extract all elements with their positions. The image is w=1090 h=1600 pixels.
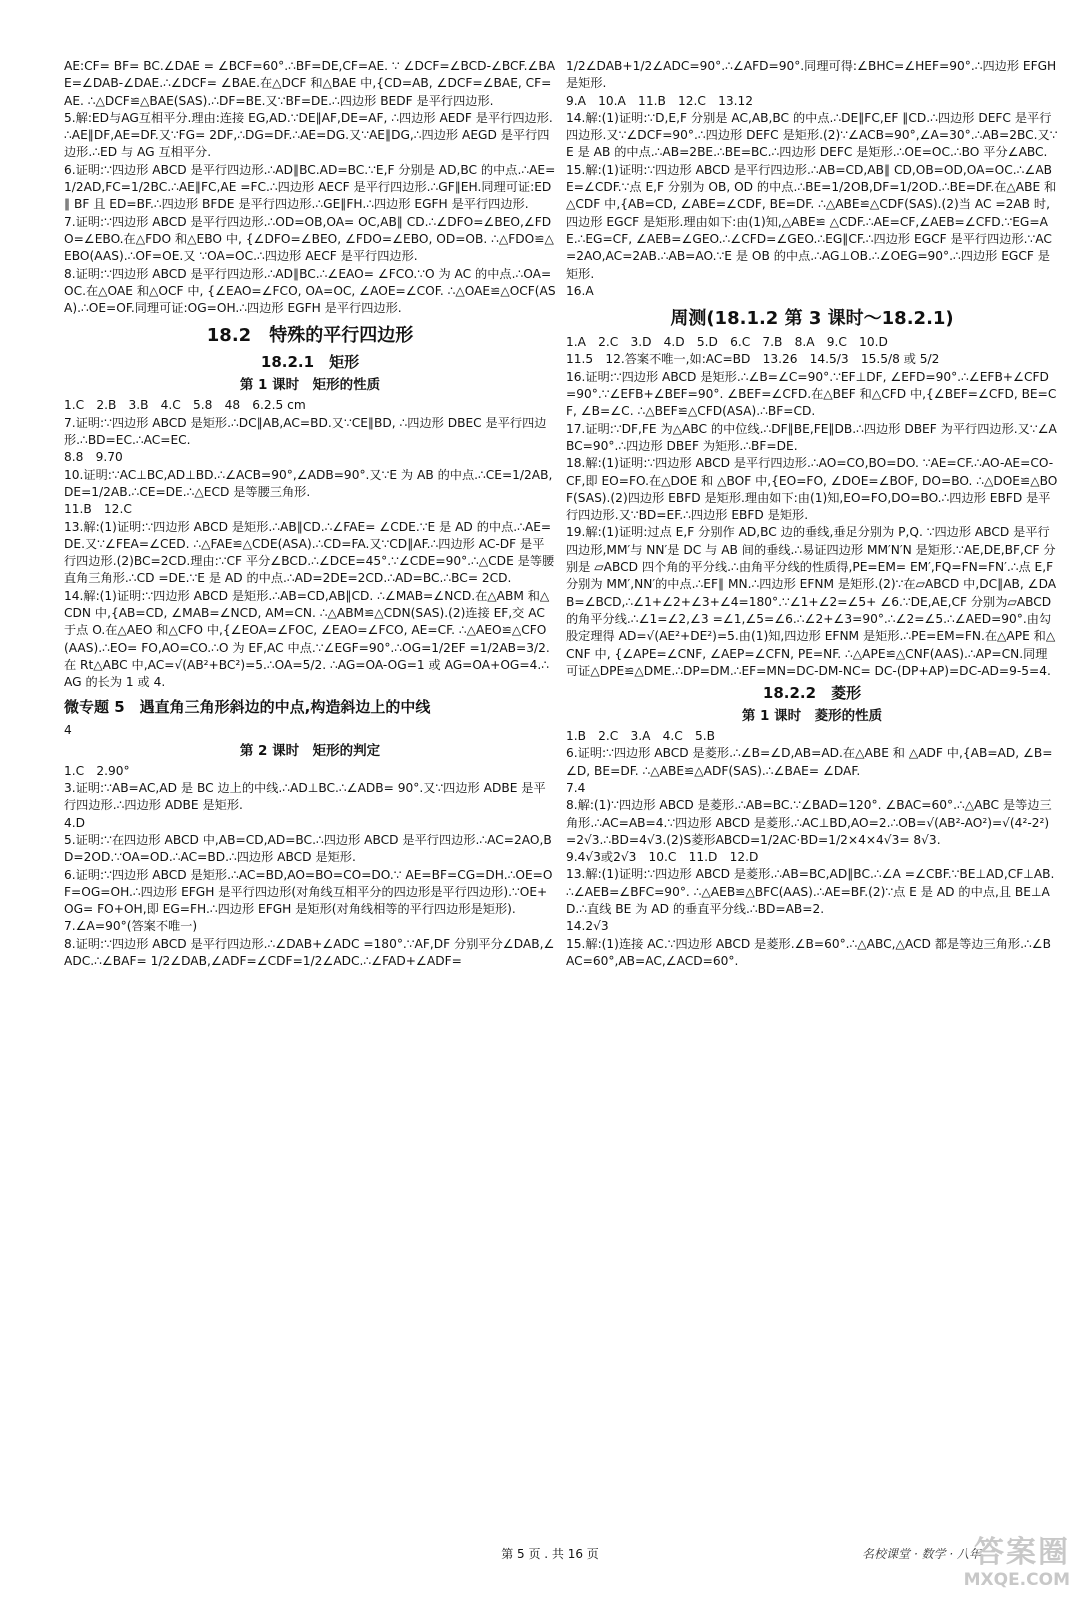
answer-paragraph: 9.4√3或2√3 10.C 11.D 12.D — [566, 850, 759, 865]
answer-paragraph: 13.解:(1)证明:∵四边形 ABCD 是矩形.∴AB∥CD.∴∠FAE= ∠CDE.∵E 是 AD 的中点.∴AE=DE.又∵∠FEA=∠CED. ∴△FAE≌△CDE(ASA).∴CD=FA.又∵CD∥AF.∴四边形 AC-DF 是平行四边形.(2)BC=2CD.理由:∵CF 平分∠BCD.∴∠DCE=45°.∵∠CDE=90°.∴△CDE 是等腰直角三角形.∴CD =DE.∵E 是 AD 的中点.∴AD=2DE=2CD.∴AD=BC.∴BC= 2CD. — [64, 519, 555, 586]
watermark-logo: 答案圈 — [974, 1535, 1070, 1570]
answer-paragraph: 15.解:(1)连接 AC.∵四边形 ABCD 是菱形.∠B=60°.∴△ABC,△ACD 都是等边三角形.∴∠BAC=60°,AB=AC,∠ACD=60°. — [566, 936, 1052, 968]
answer-paragraph: 4 — [64, 722, 72, 737]
right-column — [566, 58, 1058, 970]
answer-paragraph: 7.∠A=90°(答案不唯一) — [64, 919, 198, 934]
topic-heading: 微专题 5 遇直角三角形斜边的中点,构造斜边上的中线 — [64, 697, 431, 716]
answer-paragraph: 9.A 10.A 11.B 12.C 13.12 — [566, 93, 753, 108]
subsection-heading: 18.2.2 菱形 — [762, 684, 862, 703]
answer-paragraph: 4.D — [64, 815, 86, 830]
answer-paragraph: 5.证明:∵在四边形 ABCD 中,AB=CD,AD=BC.∴四边形 ABCD 是平行四边形.∴AC=2AO,BD=2OD.∵OA=OD.∴AC=BD.∴四边形 ABCD 是矩形. — [64, 832, 552, 865]
answer-paragraph: 10.证明:∵AC⊥BC,AD⊥BD.∴∠ACB=90°,∠ADB=90°.又∵E 为 AB 的中点.∴CE=1/2AB,DE=1/2AB.∴CE=DE.∴△ECD 是等腰三角形. — [64, 467, 553, 499]
answer-paragraph: 8.解:(1)∵四边形 ABCD 是菱形.∴AB=BC.∵∠BAD=120°. ∠BAC=60°.∴△ABC 是等边三角形.∴AC=AB=4.∵四边形 ABCD 是菱形.∴AC⊥BD,AO=2.∴OB=√(AB²-AO²)=√(4²-2²) =2√3.∴BD=4√3.(2)S菱形ABCD=1/2AC·BD=1/2×4×4√3= 8√3. — [566, 798, 1052, 847]
answer-paragraph: 8.证明:∵四边形 ABCD 是平行四边形.∴AD∥BC.∴∠EAO= ∠FCO.∵O 为 AC 的中点.∴OA=OC.在△OAE 和△OCF 中, {∠EAO=∠FCO, OA=OC, ∠AOE=∠COF. ∴△OAE≌△OCF(ASA).∴OE=OF.同理可证:OG=OH.∴四边形 EGFH 是平行四边形. — [64, 266, 556, 316]
answer-paragraph: 19.解:(1)证明:过点 E,F 分别作 AD,BC 边的垂线,垂足分别为 P,Q. ∵四边形 ABCD 是平行四边形,MM′与 NN′是 DC 与 AB 间的垂线.∴易证四边形 MM′N′N 是矩形.∵AE,DE,BF,CF 分别是 ▱ABCD 四个角的平分线.∴由角平分线的性质得,PE=EM= EM′,FQ=FN=FN′.∴点 E,F 分别为 MM′,NN′的中点.∴EF∥ MN.∴四边形 EFNM 是矩形.(2)∵在▱ABCD 中,DC∥AB, ∠DAB=∠BCD,∴∠1+∠2+∠3+∠4=180°.∵∠1+∠2=∠5+ ∠6.∵DE,AE,CF 分别为▱ABCD 的角平分线.∴∠1=∠2,∠3 =∠1,∠5=∠6.∴∠2+∠3=90°.∴∠2=∠5.∴∠AED=90°.由勾股定理得 AD=√(AE²+DE²)=5.由(1)知,四边形 EFNM 是矩形.∴PE=EM=FN.在△APE 和△CNF 中, {∠APE=∠CNF, ∠AEP=∠CFN, PE=NF. ∴△APE≌△CNF(AAS).∴AP=CN.同理可证△DPE≌△DME.∴DP=DM.∴EF=MN=DC-DM-NC= DC-(DP+AP)=DC-AD=9-5=4. — [566, 525, 1057, 678]
page-number: 第 5 页 . 共 16 页 — [501, 1547, 599, 1561]
answer-paragraph: 1/2∠DAB+1/2∠ADC=90°.∴∠AFD=90°.同理可得:∠BHC=∠HEF=90°.∴四边形 EFGH 是矩形. — [566, 59, 1057, 91]
book-series-label: 名校课堂 · 数学 · 八年 — [862, 1547, 981, 1561]
answer-paragraph: 1.B 2.C 3.A 4.C 5.B — [566, 729, 715, 744]
answer-paragraph: 3.证明:∵AB=AC,AD 是 BC 边上的中线.∴AD⊥BC.∴∠ADB= 90°.又∵四边形 ADBE 是平行四边形.∴四边形 ADBE 是矩形. — [64, 781, 546, 813]
answer-paragraph: 7.证明:∵四边形 ABCD 是矩形.∴DC∥AB,AC=BD.又∵CE∥BD, ∴四边形 DBEC 是平行四边形.∴BD=EC.∴AC=EC. — [64, 415, 547, 448]
answer-paragraph: 5.解:ED与AG互相平分.理由:连接 EG,AD.∵DE∥AF,DE=AF, ∴四边形 AEDF 是平行四边形.∴AE∥DF,AE=DF.又∵FG= 2DF,∴DG=DF.∴AE=DG.又∵AE∥DG,∴四边形 AEGD 是平行四边形.∴ED 与 AG 互相平分. — [64, 110, 553, 160]
answer-paragraph: 16.证明:∵四边形 ABCD 是矩形.∴∠B=∠C=90°.∵EF⊥DF, ∠EFD=90°.∴∠EFB+∠CFD=90°.∵∠EFB+∠BEF=90°. ∠BEF=∠CFD.在△BEF 和△CFD 中,{∠BEF=∠CFD, BE=CF, ∠B=∠C. ∴△BEF≌△CFD(ASA).∴BF=CD. — [566, 369, 1057, 419]
answer-paragraph: 6.证明:∵四边形 ABCD 是矩形.∴AC=BD,AO=BO=CO=DO.∵ AE=BF=CG=DH.∴OE=OF=OG=OH.∴四边形 EFGH 是平行四边形(对角线互相平分的四边形是平行四边形).∵OE+OG= FO+OH,即 EG=FH.∴四边形 EFGH 是矩形(对角线相等的平行四边形是矩形). — [64, 867, 553, 917]
section-heading: 18.2 特殊的平行四边形 — [206, 325, 414, 347]
answer-paragraph: 14.2√3 — [566, 919, 609, 934]
answer-paragraph: 6.证明:∵四边形 ABCD 是平行四边形.∴AD∥BC.AD=BC.∵E,F 分别是 AD,BC 的中点.∴AE=1/2AD,FC=1/2BC.∴AE∥FC,AE =FC.∴四边形 AECF 是平行四边形.∴GF∥EH.同理可证:ED∥ BF 且 ED=BF.∴四边形 BFDE 是平行四边形.∴GE∥FH.∴四边形 EGFH 是平行四边形. — [64, 162, 556, 212]
lesson-heading: 第 2 课时 矩形的判定 — [239, 742, 381, 759]
answer-paragraph: 11.B 12.C — [64, 502, 132, 517]
left-column — [64, 58, 556, 970]
answer-paragraph: 14.解:(1)证明:∵D,E,F 分别是 AC,AB,BC 的中点.∴DE∥FC,EF ∥CD.∴四边形 DEFC 是平行四边形.又∵∠DCF=90°.∴四边形 DEFC 是矩形.(2)∵∠ACB=90°,∠A=30°.∴AB=2BC.又∵ E 是 AB 的中点.∴AB=2BE.∴BE=BC.∴四边形 DEFC 是矩形.∴OE=OC.∴BO 平分∠ABC. — [566, 110, 1058, 160]
answer-paragraph: 11.5 12.答案不唯一,如:AC=BD 13.26 14.5/3 15.5/8 或 5/2 — [566, 352, 940, 367]
subsection-heading: 18.2.1 矩形 — [260, 353, 360, 372]
answer-paragraph: 1.A 2.C 3.D 4.D 5.D 6.C 7.B 8.A 9.C 10.D — [566, 335, 888, 350]
lesson-heading: 第 1 课时 矩形的性质 — [239, 377, 381, 394]
answer-paragraph: 1.C 2.B 3.B 4.C 5.8 48 6.2.5 cm — [64, 398, 306, 413]
answer-paragraph: 15.解:(1)证明:∵四边形 ABCD 是平行四边形.∴AB=CD,AB∥ CD,OB=OD,OA=OC.∴∠ABE=∠CDF.∵点 E,F 分别为 OB, OD 的中点.∴BE=1/2OB,DF=1/2OD.∴BE=DF.在△ABE 和 △CDF 中,{AB=CD, ∠ABE=∠CDF, BE=DF. ∴△ABE≌△CDF(SAS).(2)当 AC =2AB 时,四边形 EGCF 是矩形.理由如下:由(1)知,△ABE≌ △CDF.∴AE=CF,∠AEB=∠CFD.∵EG=AE.∴EG=CF, ∠AEB=∠GEO.∴∠CFD=∠GEO.∴EG∥CF.∴四边形 EGCF 是平行四边形.∵AC=2AO,AC=2AB.∴AB=AO.∵E 是 OB 的中点.∴AG⊥OB.∴∠OEG=90°.∴四边形 EGCF 是矩形. — [566, 162, 1057, 281]
answer-paragraph: 18.解:(1)证明:∵四边形 ABCD 是平行四边形.∴AO=CO,BO=DO. ∵AE=CF.∴AO-AE=CO-CF,即 EO=FO.在△DOE 和 △BOF 中,{EO=FO, ∠DOE=∠BOF, DO=BO. ∴△DOE≌△BOF(SAS).(2)四边形 EBFD 是矩形.理由如下:由(1)知,EO=FO,DO=BO.∴四边形 EBFD 是平行四边形.又∵BD=EF.∴四边形 EBFD 是矩形. — [566, 456, 1058, 523]
answer-paragraph: 14.解:(1)证明:∵四边形 ABCD 是矩形.∴AB=CD,AB∥CD. ∴∠MAB=∠NCD.在△ABM 和△CDN 中,{AB=CD, ∠MAB=∠NCD, AM=CN. ∴△ABM≌△CDN(SAS).(2)连接 EF,交 AC 于点 O.在△AEO 和△CFO 中,{∠EOA=∠FOC, ∠EAO=∠FCO, AE=CF. ∴△AEO≌△CFO(AAS).∴EO= FO,AO=CO.∴O 为 EF,AC 中点.∵∠EGF=90°.∴OG=1/2EF =1/2AB=3/2.在 Rt△ABC 中,AC=√(AB²+BC²)=5.∴OA=5/2. ∴AG=OA-OG=1 或 AG=OA+OG=4.∴AG 的长为 1 或 4. — [64, 588, 550, 690]
watermark-url: MXQE.COM — [963, 1570, 1070, 1590]
watermark — [900, 1500, 1070, 1590]
answer-paragraph: 8.8 9.70 — [64, 450, 123, 465]
answer-paragraph: 7.4 — [566, 780, 586, 795]
lesson-heading: 第 1 课时 菱形的性质 — [741, 708, 883, 725]
answer-paragraph: 8.证明:∵四边形 ABCD 是平行四边形.∴∠DAB+∠ADC =180°.∵AF,DF 分别平分∠DAB,∠ADC.∴∠BAF= 1/2∠DAB,∠ADF=∠CDF=1/2∠ADC.∴∠FAD+∠ADF= — [64, 936, 555, 969]
answer-paragraph: 7.证明:∵四边形 ABCD 是平行四边形.∴OD=OB,OA= OC,AB∥ CD.∴∠DFO=∠BEO,∠FDO=∠EBO.在△FDO 和△EBO 中, {∠DFO=∠BEO, ∠FDO=∠EBO, OD=OB. ∴△FDO≌△EBO(AAS).∴OF=OE.又 ∵OA=OC.∴四边形 AECF 是平行四边形. — [64, 214, 554, 264]
answer-paragraph: AE:CF= BF= BC.∠DAE = ∠BCF=60°.∴BF=DE,CF=AE. ∵ ∠DCF=∠BCD-∠BCF.∠BAE=∠DAB-∠DAE.∴∠DCF= ∠BAE.在△DCF 和△BAE 中,{CD=AB, ∠DCF=∠BAE, CF=AE. ∴△DCF≌△BAE(SAS).∴DF=BE.又∵BF=DE.∴四边形 BEDF 是平行四边形. — [64, 59, 556, 108]
answer-paragraph: 13.解:(1)证明:∵四边形 ABCD 是菱形.∴AB=BC,AD∥BC.∴∠A =∠CBF.∵BE⊥AD,CF⊥AB.∴∠AEB=∠BFC=90°. ∴△AEB≌△BFC(AAS).∴AE=BF.(2)∵点 E 是 AD 的中点,且 BE⊥AD.∴直线 BE 为 AD 的垂直平分线.∴BD=AB=2. — [566, 867, 1055, 917]
answer-paragraph: 6.证明:∵四边形 ABCD 是菱形.∴∠B=∠D,AB=AD.在△ABE 和 △ADF 中,{AB=AD, ∠B=∠D, BE=DF. ∴△ABE≌△ADF(SAS).∴∠BAE= ∠DAF. — [566, 746, 1053, 778]
answer-paragraph: 17.证明:∵DF,FE 为△ABC 的中位线.∴DF∥BE,FE∥DB.∴四边形 DBEF 为平行四边形.又∵∠ABC=90°.∴四边形 DBEF 为矩形.∴BF=DE. — [566, 421, 1057, 453]
answer-paragraph: 1.C 2.90° — [64, 763, 130, 778]
section-heading: 周测(18.1.2 第 3 课时～18.2.1) — [670, 308, 954, 330]
answer-paragraph: 16.A — [566, 283, 594, 298]
